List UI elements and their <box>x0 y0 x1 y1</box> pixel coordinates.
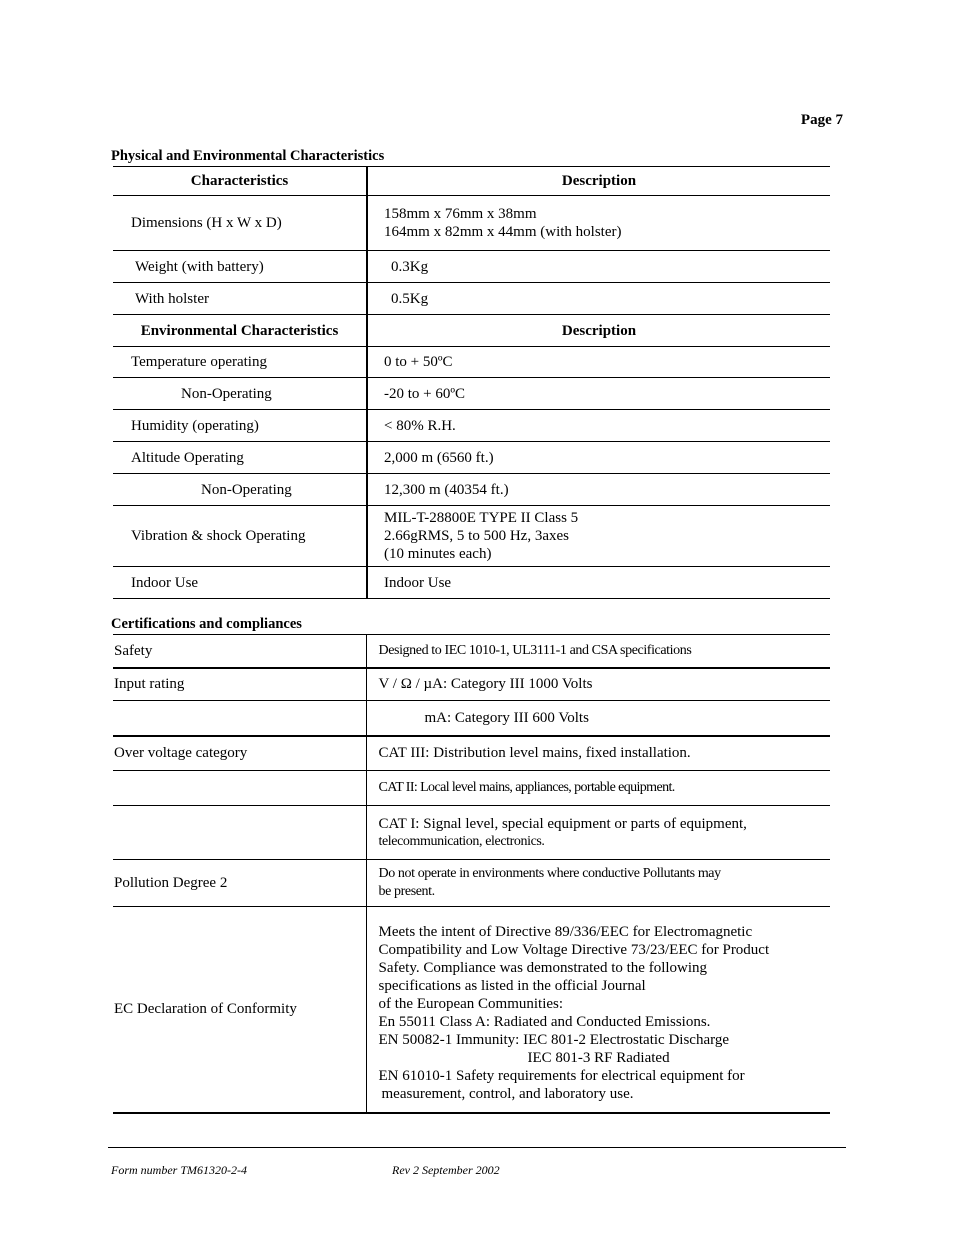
row-label: EC Declaration of Conformity <box>113 907 366 1113</box>
value-line: En 55011 Class A: Radiated and Conducted Emissions. <box>378 1014 711 1031</box>
table-row <box>113 283 830 315</box>
table-row <box>113 736 830 771</box>
row-label: Temperature operating <box>113 347 367 378</box>
table-row <box>113 806 830 860</box>
table-row <box>113 567 830 599</box>
row-label: Pollution Degree 2 <box>113 860 366 907</box>
row-value: 2,000 m (6560 ft.) <box>367 442 830 474</box>
row-value: CAT III: Distribution level mains, fixed installation. <box>366 736 830 771</box>
physical-section-title: Physical and Environmental Characteristics <box>111 148 385 164</box>
table-row <box>113 347 830 378</box>
row-label <box>113 806 366 860</box>
row-label: Input rating <box>113 668 366 701</box>
table-row <box>113 635 830 668</box>
row-value: V / Ω / µA: Category III 1000 Volts <box>366 668 830 701</box>
page-number: Page 7 <box>800 112 843 128</box>
table-row <box>113 251 830 283</box>
row-label: With holster <box>113 283 367 315</box>
table-row <box>113 668 830 701</box>
row-value: Indoor Use <box>367 567 830 599</box>
value-line: telecommunication, electronics. <box>378 833 545 849</box>
value-line: Meets the intent of Directive 89/336/EEC for Electromagnetic <box>378 924 753 941</box>
row-value: 0.5Kg <box>367 283 830 315</box>
value-line: CAT I: Signal level, special equipment or parts of equipment, <box>378 815 747 832</box>
value-line: 164mm x 82mm x 44mm (with holster) <box>384 224 622 240</box>
value-line: of the European Communities: <box>378 996 564 1013</box>
row-value: < 80% R.H. <box>367 410 830 442</box>
row-value: -20 to + 60ºC <box>367 378 830 410</box>
row-value: 12,300 m (40354 ft.) <box>367 474 830 506</box>
table-row <box>113 442 830 474</box>
value-line: 158mm x 76mm x 38mm <box>384 206 537 222</box>
table-row <box>113 474 830 506</box>
value-line: EN 50082-1 Immunity: IEC 801-2 Electrostatic Discharge <box>378 1032 729 1049</box>
certifications-section-title: Certifications and compliances <box>111 616 302 632</box>
row-label <box>113 701 366 736</box>
row-value: 0.3Kg <box>367 251 830 283</box>
row-label: Safety <box>113 635 366 668</box>
certifications-table <box>113 634 830 1114</box>
table-row <box>113 378 830 410</box>
value-line: (10 minutes each) <box>384 546 492 562</box>
row-label: Indoor Use <box>113 567 367 599</box>
row-value: Designed to IEC 1010-1, UL3111-1 and CSA specifications <box>366 635 830 668</box>
row-value <box>366 806 830 860</box>
value-line: MIL-T-28800E TYPE II Class 5 <box>384 510 579 526</box>
table-row <box>113 410 830 442</box>
value-line: Compatibility and Low Voltage Directive 73/23/EEC for Product <box>378 942 770 959</box>
value-line: IEC 801-3 RF Radiated <box>527 1050 670 1067</box>
column-header-characteristics: Characteristics <box>113 167 367 196</box>
row-value <box>367 196 830 251</box>
row-value <box>367 506 830 567</box>
physical-characteristics-table <box>113 166 830 599</box>
row-value <box>366 860 830 907</box>
value-line: be present. <box>378 884 435 899</box>
table-row <box>113 771 830 806</box>
value-line: 2.66gRMS, 5 to 500 Hz, 3axes <box>384 528 569 544</box>
table-row <box>113 860 830 907</box>
row-value: CAT II: Local level mains, appliances, portable equipment. <box>366 771 830 806</box>
column-header-environmental: Environmental Characteristics <box>113 315 367 347</box>
row-label: Non-Operating <box>113 378 367 410</box>
column-header-description: Description <box>367 167 830 196</box>
table-row <box>113 907 830 1113</box>
footer-form-number: Form number TM61320-2-4 <box>111 1163 247 1177</box>
row-value <box>366 907 830 1113</box>
table-row <box>113 701 830 736</box>
value-line: specifications as listed in the official Journal <box>378 978 646 995</box>
value-line: Do not operate in environments where conductive Pollutants may <box>378 866 721 881</box>
footer-divider <box>108 1147 846 1148</box>
environmental-header-row <box>113 315 830 347</box>
row-label <box>113 771 366 806</box>
column-header-description: Description <box>367 315 830 347</box>
table-row <box>113 196 830 251</box>
row-label: Dimensions (H x W x D) <box>113 196 367 251</box>
row-label: Non-Operating <box>113 474 367 506</box>
value-line: Safety. Compliance was demonstrated to the following <box>378 960 708 977</box>
row-label: Vibration & shock Operating <box>113 506 367 567</box>
footer-revision: Rev 2 September 2002 <box>392 1163 500 1177</box>
table-header-row <box>113 167 830 196</box>
row-label: Weight (with battery) <box>113 251 367 283</box>
value-line: measurement, control, and laboratory use. <box>381 1086 634 1103</box>
row-label: Humidity (operating) <box>113 410 367 442</box>
row-label: Over voltage category <box>113 736 366 771</box>
table-row <box>113 506 830 567</box>
row-value: 0 to + 50ºC <box>367 347 830 378</box>
value-line: EN 61010-1 Safety requirements for electrical equipment for <box>378 1068 745 1085</box>
row-value: mA: Category III 600 Volts <box>366 701 830 736</box>
row-label: Altitude Operating <box>113 442 367 474</box>
